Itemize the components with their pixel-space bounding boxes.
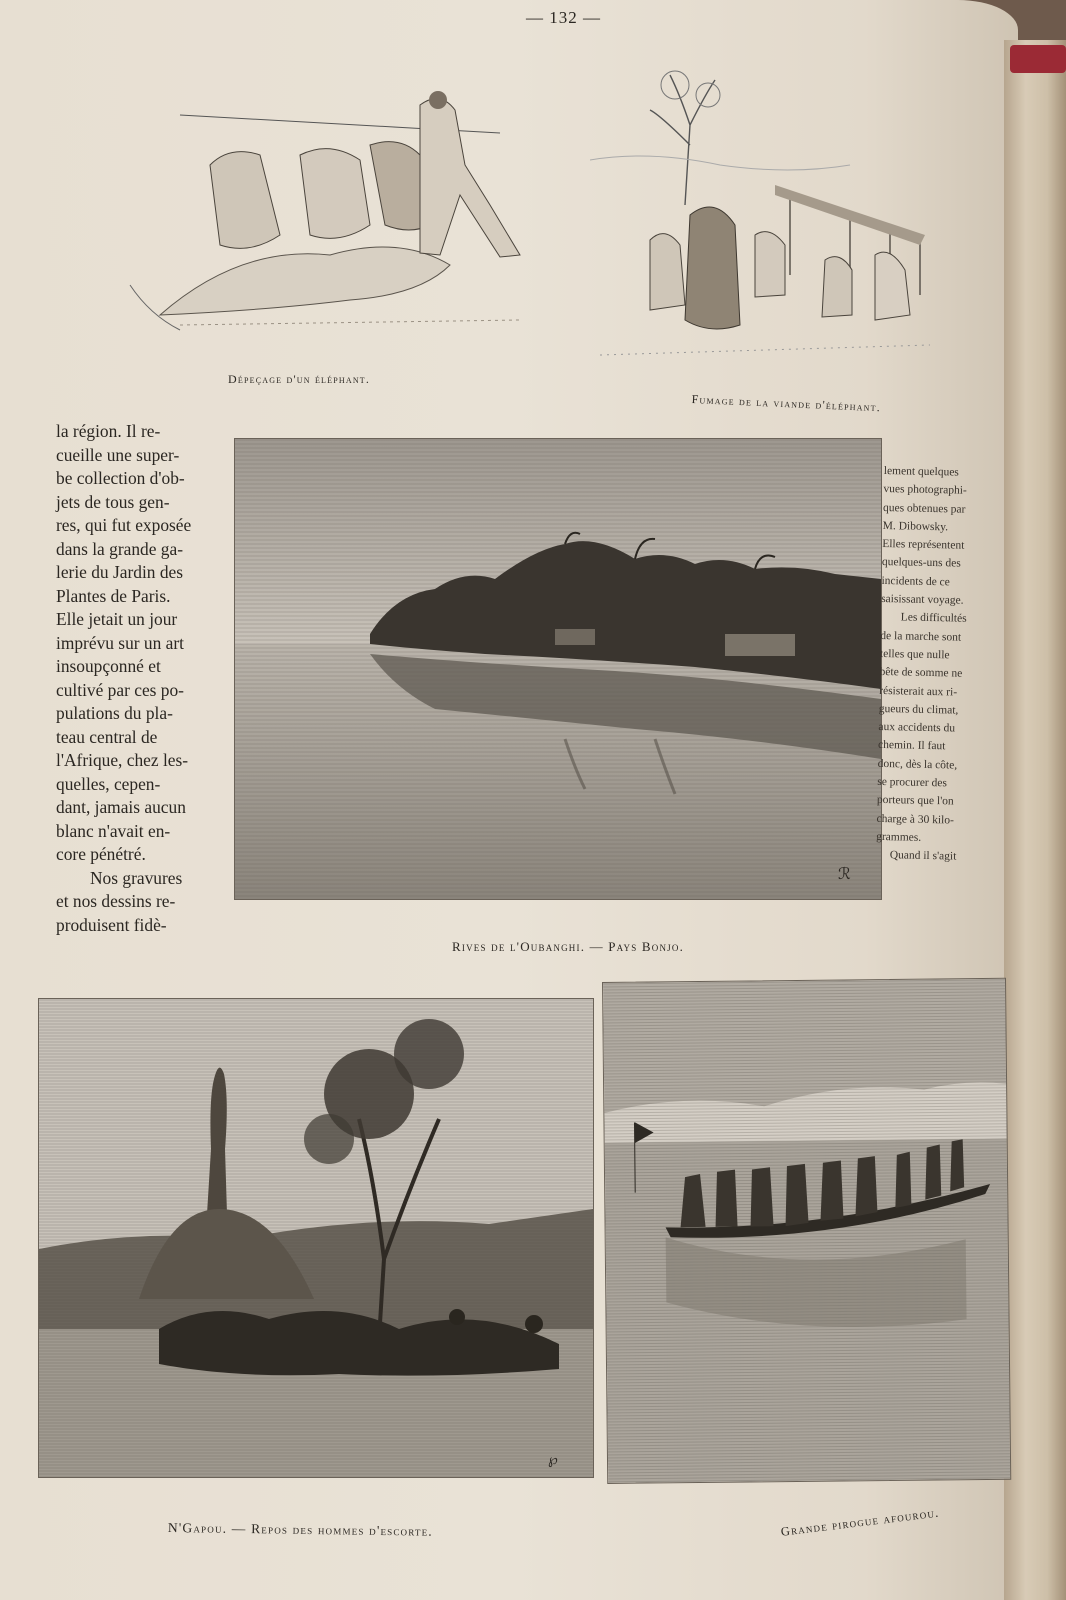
text-line: incidents de ce	[881, 574, 950, 589]
text-line: lerie du Jardin des	[56, 562, 184, 582]
text-line: lement quelques	[883, 464, 959, 479]
text-line: telles que nulle	[879, 647, 950, 662]
text-line: l'Afrique, chez les-	[56, 750, 189, 770]
text-line: bête de somme ne	[879, 666, 963, 680]
text-line: se procurer des	[877, 775, 948, 790]
caption-ngapou-rest: N'Gapou. — Repos des hommes d'escorte.	[167, 1520, 434, 1539]
text-line: porteurs que l'on	[876, 794, 954, 808]
book-spine	[1004, 40, 1066, 1600]
text-line: M. Dibowsky.	[882, 519, 949, 534]
sketch-smoking-meat	[590, 65, 950, 375]
text-line: teau central de	[56, 726, 158, 747]
engraving-ngapou-rest	[38, 998, 594, 1478]
text-line: jets de tous gen-	[56, 491, 170, 512]
text-line: la région. Il re-	[56, 421, 161, 441]
text-line: quelques-uns des	[881, 556, 961, 571]
text-line: chemin. Il faut	[877, 739, 946, 753]
right-text-column	[876, 462, 992, 867]
text-line: Les difficultés	[900, 611, 967, 626]
text-line: core pénétré.	[56, 844, 146, 864]
caption-elephant-butchering: Dépeçage d'un éléphant.	[228, 372, 371, 386]
text-line: insoupçonné et	[56, 656, 161, 676]
text-line: Elle jetait un jour	[56, 609, 178, 629]
text-line: Nos gravures	[90, 867, 183, 888]
text-line: dans la grande ga-	[56, 538, 183, 559]
text-line: saisissant voyage.	[881, 593, 964, 607]
text-line: charge à 30 kilo-	[876, 812, 955, 827]
caption-oubanghi-river: Rives de l'Oubanghi. — Pays Bonjo.	[452, 939, 685, 954]
page-number: — 132 —	[526, 8, 601, 27]
sketch-elephant-butchering	[120, 85, 550, 335]
text-line: produisent fidè-	[56, 914, 167, 935]
left-text-column	[56, 420, 211, 937]
engraver-monogram-icon: ℛ	[838, 866, 851, 883]
text-line: quelles, cepen-	[56, 773, 161, 794]
caption-smoking-meat: Fumage de la viande d'éléphant.	[691, 392, 882, 415]
text-line: res, qui fut exposée	[56, 515, 192, 535]
text-line: ques obtenues par	[882, 501, 966, 516]
text-line: dant, jamais aucun	[56, 797, 186, 817]
text-line: de la marche sont	[880, 629, 962, 644]
text-line: be collection d'ob-	[56, 468, 185, 488]
text-line: grammes.	[876, 830, 922, 844]
text-line: Quand il s'agit	[889, 849, 957, 863]
text-line: blanc n'avait en-	[56, 820, 171, 841]
text-line: cultivé par ces po-	[56, 679, 184, 700]
binding-ribbon	[1010, 45, 1066, 73]
text-line: Elles représentent	[882, 538, 965, 552]
engraver-signature-icon: ℘	[548, 1453, 558, 1468]
text-line: cueille une super-	[56, 444, 180, 465]
text-line: Plantes de Paris.	[56, 585, 171, 606]
text-line: donc, dès la côte,	[877, 757, 958, 772]
text-line: gueurs du climat,	[878, 702, 959, 717]
engraving-large-canoe	[602, 978, 1011, 1484]
text-line: pulations du pla-	[56, 703, 173, 723]
text-line: résisterait aux ri-	[879, 684, 958, 699]
text-line: et nos dessins re-	[56, 891, 176, 911]
text-line: imprévu sur un art	[56, 632, 184, 653]
text-line: vues photographi-	[883, 483, 967, 498]
caption-large-canoe: Grande pirogue afourou.	[780, 1505, 941, 1539]
engraving-oubanghi-river	[234, 438, 882, 900]
text-line: aux accidents du	[878, 721, 956, 735]
